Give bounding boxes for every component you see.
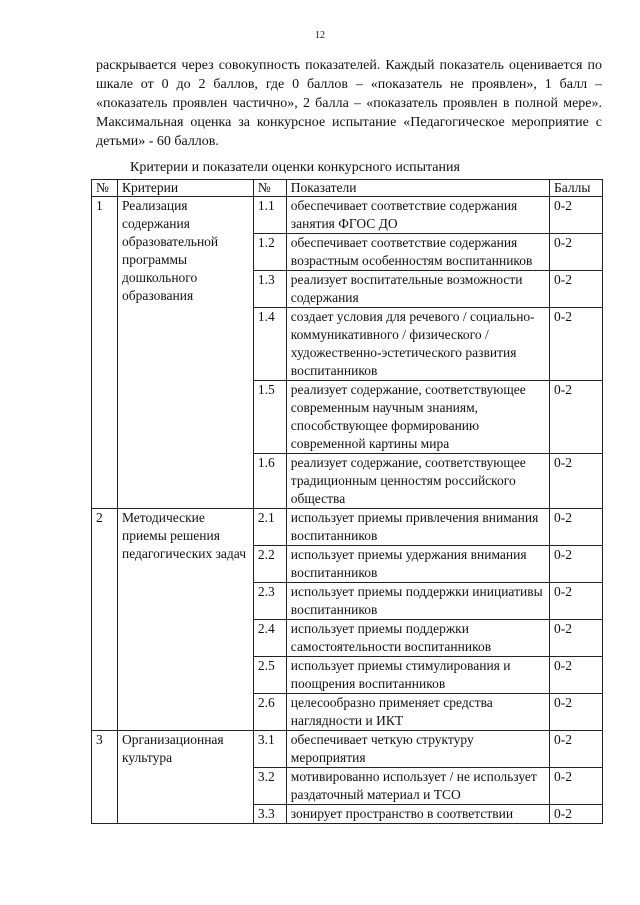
indicator-number: 1.3 [253, 271, 286, 308]
indicator-text: создает условия для речевого / социально-коммуникативного / физического / художественно-эстетического развития воспитанников [286, 308, 549, 381]
indicator-number: 1.6 [253, 454, 286, 509]
indicator-score: 0-2 [550, 546, 603, 583]
indicator-score: 0-2 [550, 731, 603, 768]
indicator-score: 0-2 [550, 620, 603, 657]
table-caption: Критерии и показатели оценки конкурсного испытания [130, 160, 460, 175]
indicator-text: целесообразно применяет средства наглядности и ИКТ [286, 694, 549, 731]
indicator-text: зонирует пространство в соответствии [286, 805, 549, 824]
header-criteria: Критерии [117, 180, 253, 197]
indicator-score: 0-2 [550, 768, 603, 805]
indicator-number: 3.3 [253, 805, 286, 824]
criterion-name: Реализация содержания образовательной программы дошкольного образования [117, 197, 253, 509]
indicator-score: 0-2 [550, 271, 603, 308]
indicator-score: 0-2 [550, 381, 603, 454]
indicator-number: 1.5 [253, 381, 286, 454]
indicator-number: 1.4 [253, 308, 286, 381]
indicator-text: реализует воспитательные возможности содержания [286, 271, 549, 308]
indicator-text: использует приемы удержания внимания воспитанников [286, 546, 549, 583]
indicator-number: 3.2 [253, 768, 286, 805]
indicator-score: 0-2 [550, 583, 603, 620]
indicator-text: использует приемы поддержки инициативы воспитанников [286, 583, 549, 620]
indicator-text: обеспечивает четкую структуру мероприятия [286, 731, 549, 768]
indicator-number: 1.2 [253, 234, 286, 271]
indicator-number: 2.3 [253, 583, 286, 620]
indicator-score: 0-2 [550, 308, 603, 381]
indicator-text: мотивированно использует / не использует раздаточный материал и ТСО [286, 768, 549, 805]
page-number: 12 [315, 30, 325, 41]
criteria-table-body [92, 197, 603, 824]
indicator-score: 0-2 [550, 509, 603, 546]
indicator-score: 0-2 [550, 197, 603, 234]
indicator-text: использует приемы стимулирования и поощрения воспитанников [286, 657, 549, 694]
indicator-score: 0-2 [550, 657, 603, 694]
table-row [92, 731, 603, 768]
indicator-text: реализует содержание, соответствующее современным научным знаниям, способствующее формированию современной картины мира [286, 381, 549, 454]
criterion-number: 3 [92, 731, 118, 824]
indicator-score: 0-2 [550, 694, 603, 731]
criterion-number: 2 [92, 509, 118, 731]
header-score: Баллы [550, 180, 603, 197]
criterion-name: Организационная культура [117, 731, 253, 824]
header-indicators: Показатели [286, 180, 549, 197]
header-indicator-num: № [253, 180, 286, 197]
table-header-row [92, 180, 603, 197]
indicator-score: 0-2 [550, 454, 603, 509]
intro-text: раскрывается через совокупность показателей. Каждый показатель оценивается по шкале от 0 до 2 баллов, где 0 баллов – «показатель не проявлен», 1 балл – «показатель проявлен частично», 2 балла – «показатель проявлен в полной мере». Максимальная оценка за конкурсное испытание «Педагогическое мероприятие с детьми» - 60 баллов. [96, 58, 602, 149]
criterion-name: Методические приемы решения педагогических задач [117, 509, 253, 731]
indicator-text: реализует содержание, соответствующее традиционным ценностям российского общества [286, 454, 549, 509]
indicator-number: 2.5 [253, 657, 286, 694]
indicator-number: 1.1 [253, 197, 286, 234]
indicator-text: использует приемы привлечения внимания воспитанников [286, 509, 549, 546]
indicator-score: 0-2 [550, 805, 603, 824]
indicator-text: использует приемы поддержки самостоятельности воспитанников [286, 620, 549, 657]
indicator-text: обеспечивает соответствие содержания возрастным особенностям воспитанников [286, 234, 549, 271]
indicator-number: 2.2 [253, 546, 286, 583]
indicator-number: 2.1 [253, 509, 286, 546]
indicator-text: обеспечивает соответствие содержания занятия ФГОС ДО [286, 197, 549, 234]
criteria-table [91, 179, 603, 824]
table-row [92, 509, 603, 546]
indicator-number: 2.6 [253, 694, 286, 731]
indicator-number: 3.1 [253, 731, 286, 768]
indicator-number: 2.4 [253, 620, 286, 657]
indicator-score: 0-2 [550, 234, 603, 271]
criterion-number: 1 [92, 197, 118, 509]
table-row [92, 197, 603, 234]
header-num: № [92, 180, 118, 197]
intro-paragraph [96, 56, 602, 151]
